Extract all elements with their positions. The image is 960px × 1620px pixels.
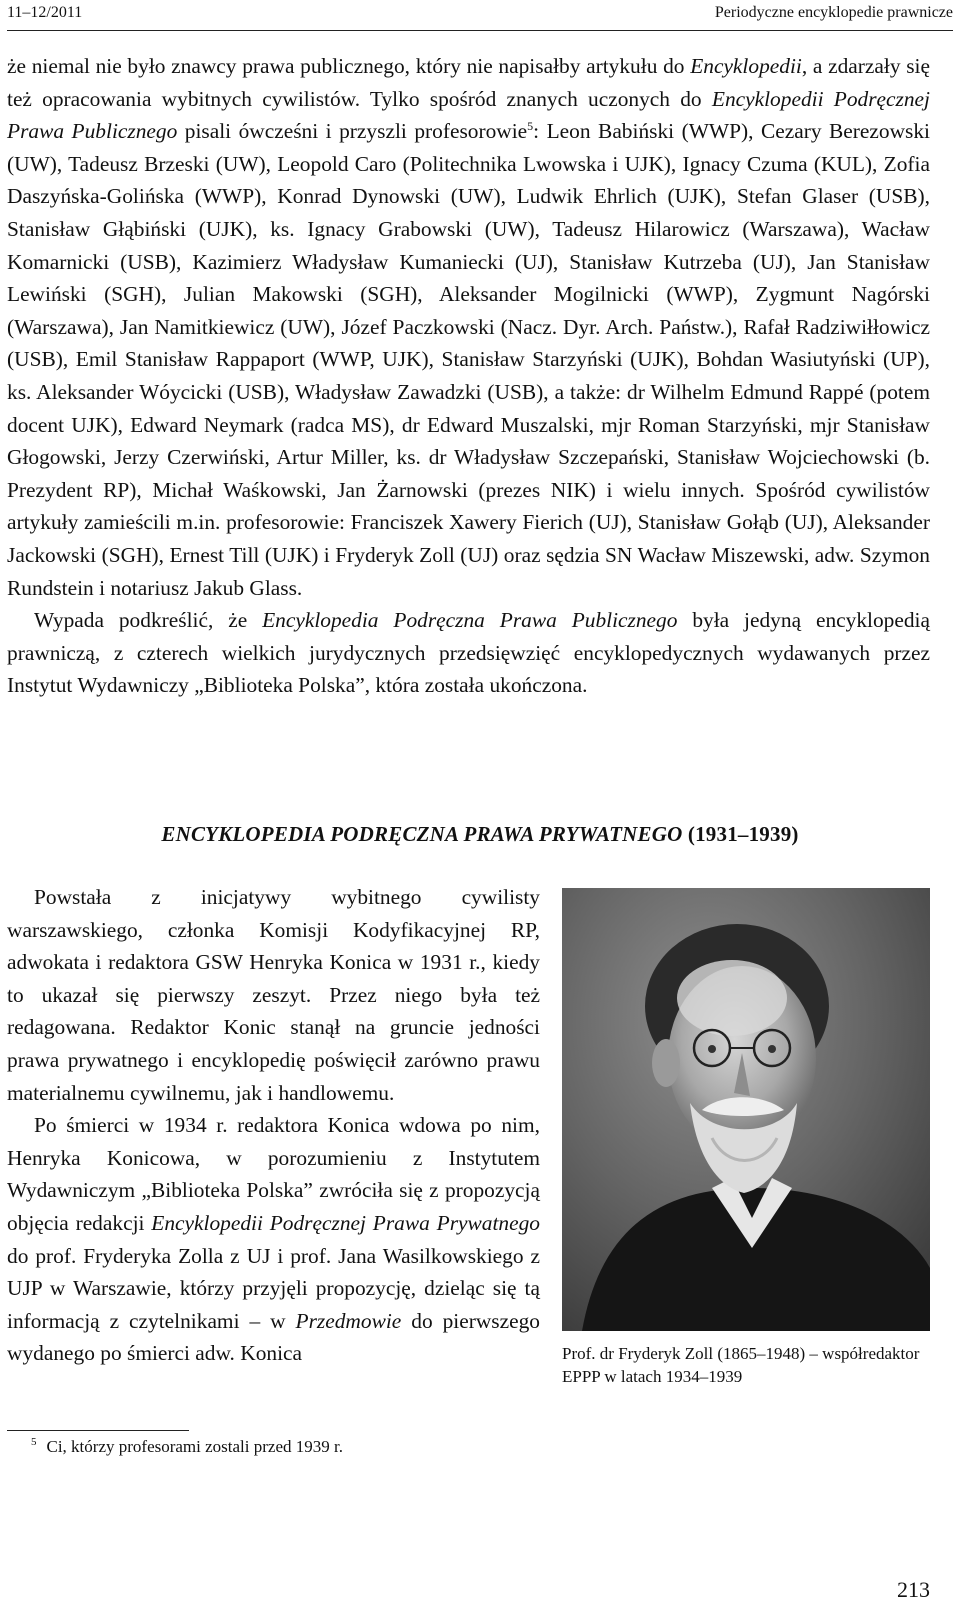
footnote-ref[interactable]: 5 xyxy=(527,119,534,134)
paragraph-editors: Po śmierci w 1934 r. redaktora Konica wdowa po nim, Henryka Konicowa, w porozumieniu z Instytutem Wydawniczym „Biblioteka Polska” zwróciła się z propozycją objęcia redakcji Encyklopedii Podręcznej Prawa Prywatnego do prof. Fryderyka Zolla z UJ i prof. Jana Wasilkowskiego z UJP w Warszawie, którzy przyjęli propozycję, dzieląc się tą informacją z czytelnikami – w Przedmowie do pierwszego wydanego po śmierci adw. Konica xyxy=(7,1113,540,1366)
intro-text xyxy=(7,50,930,702)
footnote-divider xyxy=(7,1430,189,1431)
footnote-number: 5 xyxy=(31,1436,37,1449)
footnote-text: Ci, którzy profesorami zostali przed 1939 r. xyxy=(46,1437,343,1456)
page-number: 213 xyxy=(897,1577,930,1602)
running-header xyxy=(7,2,953,31)
portrait-illustration xyxy=(562,888,930,1331)
issue-number: 11–12/2011 xyxy=(7,4,83,21)
paragraph-conclusion: Wypada podkreślić, że Encyklopedia Podręczna Prawa Publicznego była jedyną encyklopedią prawniczą, z czterech wielkich jurydycznych przedsięwzięć encyklopedycznych wydawanych przez Instytut Wydawniczy „Biblioteka Polska”, która została ukończona. xyxy=(7,608,930,698)
photo-caption: Prof. dr Fryderyk Zoll (1865–1948) – współredaktor EPPP w latach 1934–1939 xyxy=(562,1344,920,1386)
paragraph-origin: Powstała z inicjatywy wybitnego cywilisty warszawskiego, członka Komisji Kodyfikacyjnej RP, adwokata i redaktora GSW Henryka Konica w 1931 r., kiedy to ukazał się pierwszy zeszyt. Przez niego była też redagowana. Redaktor Konic stanął na gruncie jedności prawa prywatnego i encyklopedię poświęcił zarówno prawu materialnemu cywilnemu, jak i handlowemu. xyxy=(7,885,540,1105)
portrait-photo xyxy=(562,888,930,1331)
journal-title: Periodyczne encyklopedie prawnicze xyxy=(714,4,953,21)
paragraph-contributors: że niemal nie było znawcy prawa publicznego, który nie napisałby artykułu do Encyklopedii, a zdarzały się też opracowania wybitnych cywilistów. Tylko spośród znanych uczonych do Encyklopedii Podręcznej Prawa Publicznego pisali ówcześni i przyszli profesorowie$^5$: Leon Babiński (WWP), Cezary Berezowski (UW), Tadeusz Brzeski (UW), Leopold Caro (Politechnika Lwowska i UJK), Ignacy Czuma (KUL), Zofia Daszyńska-Golińska (WWP), Konrad Dynowski (UW), Ludwik Ehrlich (UJK), Stefan Glaser (USB), Stanisław Głąbiński (UJK), ks. Ignacy Grabowski (UW), Tadeusz Hilarowicz (Warszawa), Wacław Komarnicki (USB), Kazimierz Władysław Kumaniecki (UJ), Stanisław Kutrzeba (UJ), Jan Stanisław Lewiński (SGH), Julian Makowski (SGH), Aleksander Mogilnicki (WWP), Zygmunt Nagórski (Warszawa), Jan Namitkiewicz (UW), Józef Paczkowski (Nacz. Dyr. Arch. Państw.), Rafał Radziwiłłowicz (USB), Emil Stanisław Rappaport (WWP, UJK), Stanisław Starzyński (UJK), Bohdan Wasiutyński (UP), ks. Aleksander Wóycicki (USB), Władysław Zawadzki (USB), a także: dr Wilhelm Edmund Rappé (potem docent UJK), Edward Neymark (radca MS), dr Edward Muszalski, mjr Roman Starzyński, mjr Stanisław Głogowski, Jerzy Czerwiński, Artur Miller, ks. dr Władysław Szczepański, Stanisław Wojciechowski (b. Prezydent RP), Michał Waśkowski, Jan Żarnowski (prezes NIK) i wielu innych. Spośród cywilistów artykuły zamieścili m.in. profesorowie: Franciszek Xawery Fierich (UJ), Stanisław Gołąb (UJ), Aleksander Jackowski (SGH), Ernest Till (UJK) i Fryderyk Zoll (UJ) oraz sędzia SN Wacław Miszewski, adw. Szymon Rundstein i notariusz Jakub Glass. xyxy=(7,54,930,600)
footnote xyxy=(31,1437,343,1457)
section-title: ENCYKLOPEDIA PODRĘCZNA PRAWA PRYWATNEGO (1931–1939) xyxy=(161,822,799,846)
left-column-text xyxy=(7,881,540,1370)
